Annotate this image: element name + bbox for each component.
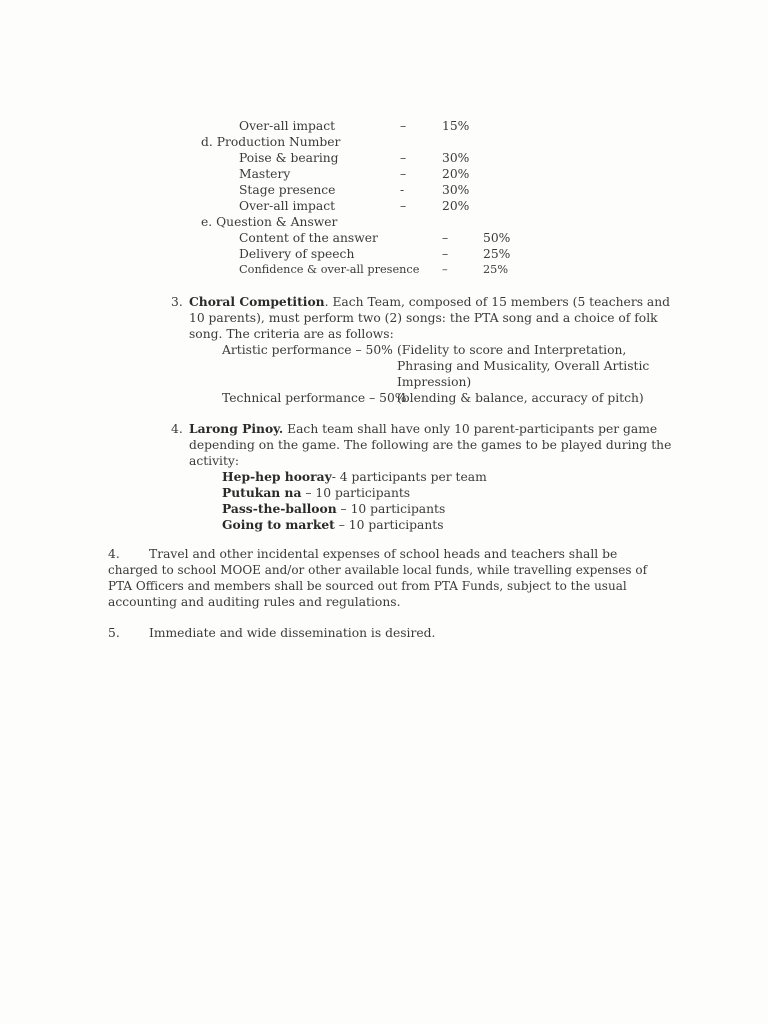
game-name: Hep-hep hooray	[222, 469, 332, 484]
item-4-line3: activity:	[189, 454, 240, 468]
game-detail: - 4 participants per team	[331, 470, 487, 484]
paragraph-4-line4: accounting and auditing rules and regulations.	[108, 595, 401, 609]
criteria-value: 30%	[442, 151, 470, 165]
criteria-value: 30%	[442, 183, 470, 197]
criteria-row	[0, 246, 768, 262]
item-3-title: Choral Competition	[189, 294, 325, 309]
game-item	[222, 485, 410, 501]
criteria-label: Delivery of speech	[239, 247, 355, 261]
criteria-dash: –	[442, 247, 449, 261]
game-name: Putukan na	[222, 485, 302, 500]
item-4-number: 4.	[171, 422, 183, 436]
paragraph-4-line3: PTA Officers and members shall be sourced out from PTA Funds, subject to the usual	[108, 579, 627, 593]
criteria-label: Mastery	[239, 167, 291, 181]
item-4-line2: depending on the game. The following are the games to be played during the	[189, 438, 672, 452]
section-d-heading: d. Production Number	[201, 135, 341, 149]
criteria-row	[0, 230, 768, 246]
game-name: Going to market	[222, 517, 335, 532]
criteria-dash: –	[400, 119, 407, 133]
criteria-row	[0, 262, 768, 278]
criteria-value: 50%	[483, 231, 511, 245]
game-item	[222, 517, 444, 533]
section-e-heading: e. Question & Answer	[201, 215, 338, 229]
criteria-dash: –	[442, 263, 448, 276]
criteria-label: Content of the answer	[239, 231, 378, 245]
game-detail: – 10 participants	[336, 502, 446, 516]
item-4-text-1: Each team shall have only 10 parent-participants per game	[287, 422, 658, 436]
artistic-performance-label: Artistic performance – 50%	[222, 343, 393, 357]
criteria-label: Stage presence	[239, 183, 336, 197]
paragraph-4-line2: charged to school MOOE and/or other available local funds, while travelling expenses of	[108, 563, 648, 577]
criteria-dash: -	[400, 183, 405, 197]
game-detail: – 10 participants	[334, 518, 444, 532]
criteria-label: Over-all impact	[239, 199, 336, 213]
artistic-performance-desc-2: Phrasing and Musicality, Overall Artistic	[397, 359, 650, 373]
item-4-line1	[189, 421, 657, 437]
criteria-row-overall-impact-top	[0, 118, 768, 134]
criteria-row	[0, 150, 768, 166]
criteria-row	[0, 182, 768, 198]
technical-performance-desc: (blending & balance, accuracy of pitch)	[397, 391, 644, 405]
criteria-row	[0, 166, 768, 182]
paragraph-4-line1: Travel and other incidental expenses of school heads and teachers shall be	[149, 547, 618, 561]
criteria-value: 25%	[483, 247, 511, 261]
criteria-label: Confidence & over-all presence	[239, 263, 420, 276]
criteria-dash: –	[400, 151, 407, 165]
paragraph-5-text: Immediate and wide dissemination is desired.	[149, 626, 436, 640]
item-3-number: 3.	[171, 295, 183, 309]
criteria-dash: –	[400, 199, 407, 213]
criteria-dash: –	[400, 167, 407, 181]
criteria-value: 20%	[442, 199, 470, 213]
game-item	[222, 501, 445, 517]
paragraph-5-number: 5.	[108, 626, 120, 640]
criteria-value: 15%	[442, 119, 470, 133]
game-name: Pass-the-balloon	[222, 501, 337, 516]
criteria-value: 20%	[442, 167, 470, 181]
criteria-label: Poise & bearing	[239, 151, 339, 165]
artistic-performance-desc-3: Impression)	[397, 375, 472, 389]
criteria-label: Over-all impact	[239, 119, 336, 133]
technical-performance-label: Technical performance – 50%	[222, 391, 407, 405]
paragraph-4-number: 4.	[108, 547, 120, 561]
item-3-line3: song. The criteria are as follows:	[189, 327, 394, 341]
item-3-line1: Choral Competition. Each Team, composed of 15 members (5 teachers and	[189, 294, 671, 309]
game-detail: – 10 participants	[301, 486, 411, 500]
criteria-dash: –	[442, 231, 449, 245]
item-4-title: Larong Pinoy.	[189, 421, 284, 436]
item-3-line2: 10 parents), must perform two (2) songs: the PTA song and a choice of folk	[189, 311, 658, 325]
criteria-row	[0, 198, 768, 214]
item-3-text-1: Each Team, composed of 15 members (5 teachers and	[332, 295, 671, 309]
game-item	[222, 469, 487, 485]
criteria-value: 25%	[483, 263, 509, 276]
artistic-performance-desc-1: (Fidelity to score and Interpretation,	[397, 343, 627, 357]
